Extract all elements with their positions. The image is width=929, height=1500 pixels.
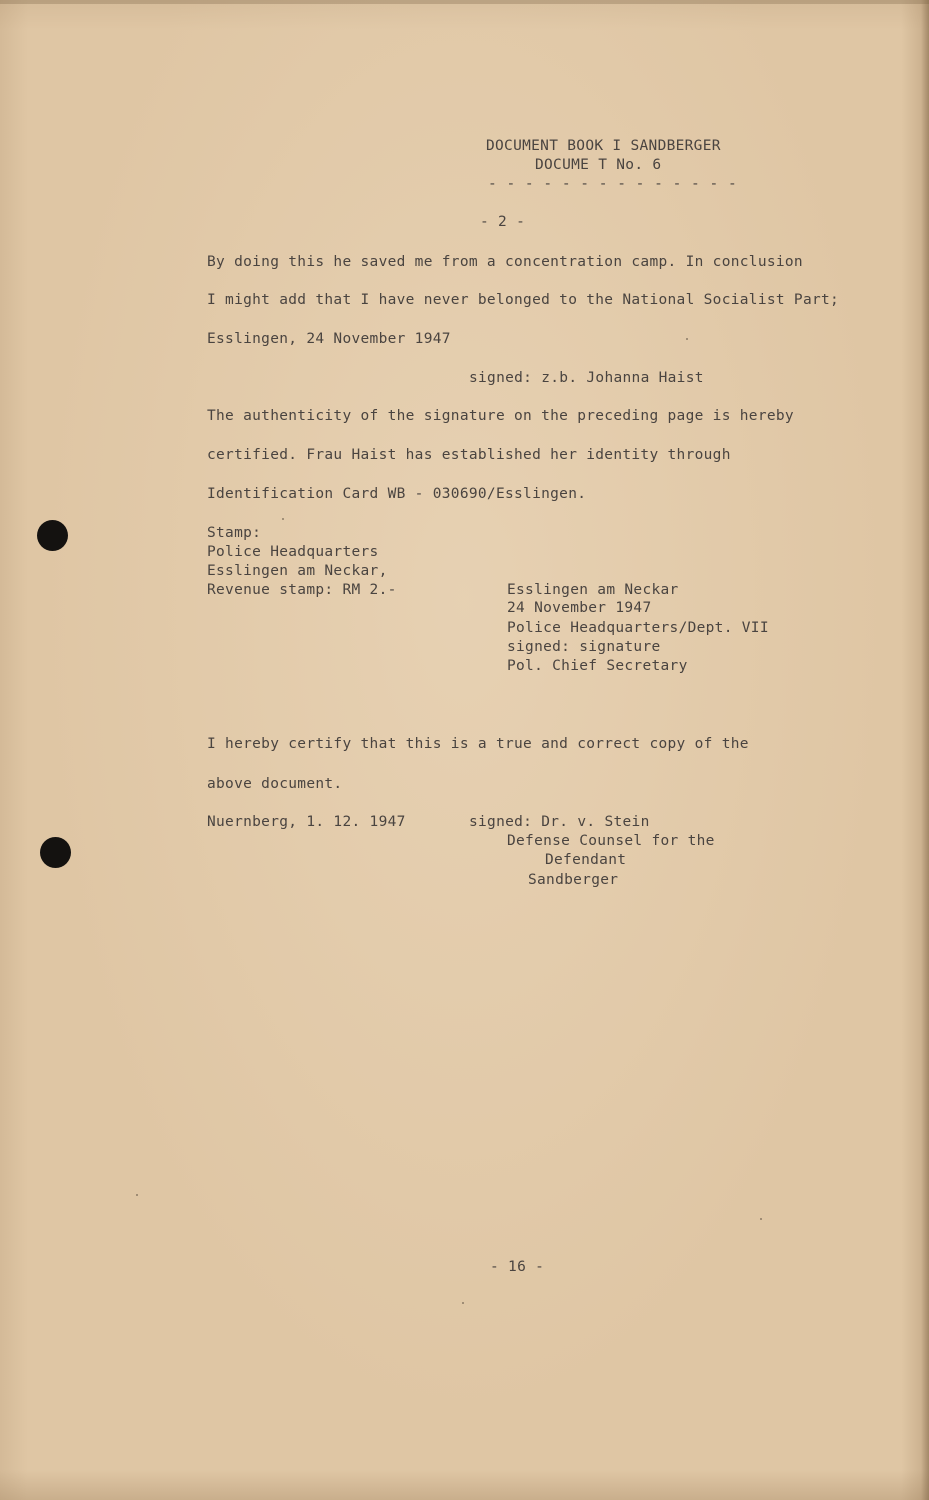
body-line-1: By doing this he saved me from a concentration camp. In conclusion (207, 254, 803, 270)
police-signed: signed: signature (507, 639, 661, 655)
header-dash-rule: - - - - - - - - - - - - - - (488, 176, 738, 192)
copy-certification-role-1: Defense Counsel for the (507, 833, 715, 849)
copy-certification-role-3: Sandberger (528, 872, 619, 888)
copy-certification-line-2: above document. (207, 776, 343, 792)
stamp-line-1: Police Headquarters (207, 544, 379, 560)
copy-certification-role-2: Defendant (545, 852, 627, 868)
police-date: 24 November 1947 (507, 600, 652, 616)
paper-speck (686, 338, 688, 340)
body-signature: signed: z.b. Johanna Haist (469, 370, 704, 386)
stamp-label: Stamp: (207, 525, 262, 541)
document-number: DOCUME T No. 6 (535, 157, 662, 173)
paper-speck (760, 1218, 762, 1220)
police-place: Esslingen am Neckar (507, 582, 679, 598)
paper-speck (462, 1302, 464, 1304)
police-title: Pol. Chief Secretary (507, 658, 688, 674)
copy-certification-signed: signed: Dr. v. Stein (469, 814, 650, 830)
body-place-date: Esslingen, 24 November 1947 (207, 331, 451, 347)
copy-certification-place-date: Nuernberg, 1. 12. 1947 (207, 814, 406, 830)
paper-speck (136, 1194, 138, 1196)
certification-line-3: Identification Card WB - 030690/Esslingen. (207, 486, 587, 502)
stamp-line-2: Esslingen am Neckar, (207, 563, 388, 579)
stamp-line-3: Revenue stamp: RM 2.- (207, 582, 397, 598)
page-marker: - 2 - (480, 214, 526, 230)
body-line-2: I might add that I have never belonged to the National Socialist Part; (207, 292, 840, 308)
document-book-title: DOCUMENT BOOK I SANDBERGER (486, 138, 721, 154)
paper-speck (282, 518, 284, 520)
paper-edge-right (921, 0, 929, 1500)
certification-line-1: The authenticity of the signature on the preceding page is hereby (207, 408, 794, 424)
punch-hole-top (37, 520, 68, 551)
police-department: Police Headquarters/Dept. VII (507, 620, 769, 636)
paper-edge-top (0, 0, 929, 4)
footer-page-number: - 16 - (490, 1259, 545, 1275)
copy-certification-line-1: I hereby certify that this is a true and correct copy of the (207, 736, 749, 752)
certification-line-2: certified. Frau Haist has established her identity through (207, 447, 731, 463)
punch-hole-bottom (40, 837, 71, 868)
